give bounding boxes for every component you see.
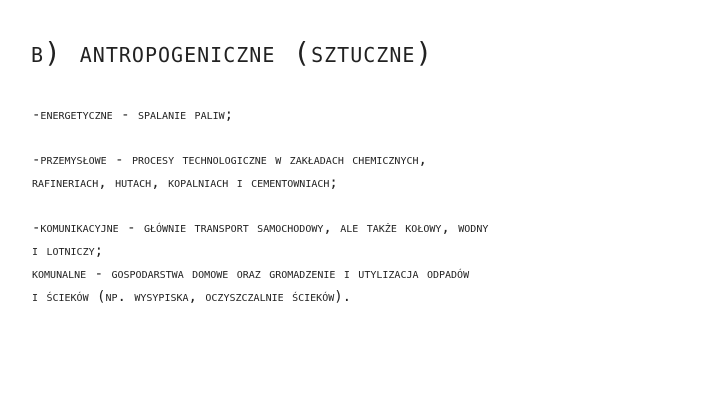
spacer [32, 195, 692, 217]
slide-title: b) antropogeniczne (sztuczne) [31, 36, 434, 69]
line-przemyslowe-2: rafineriach, hutach, kopalniach i cementowniach; [32, 175, 338, 191]
line-komunalne-1: komunalne - gospodarstwa domowe oraz gromadzenie i utylizacja odpadów [32, 266, 470, 282]
line-komunalne-2: i ścieków (np. wysypiska, oczyszczalnie ścieków). [32, 289, 352, 305]
line-energetyczne: -energetyczne - spalanie paliw; [32, 107, 234, 123]
line-przemyslowe-1: -przemysłowe - procesy technologiczne w zakładach chemicznych, [32, 152, 427, 168]
line-komunikacyjne-2: i lotniczy; [32, 243, 104, 259]
slide-body [32, 104, 692, 309]
spacer [32, 127, 692, 149]
line-komunikacyjne-1: -komunikacyjne - głównie transport samochodowy, ale także kołowy, wodny [32, 220, 489, 236]
